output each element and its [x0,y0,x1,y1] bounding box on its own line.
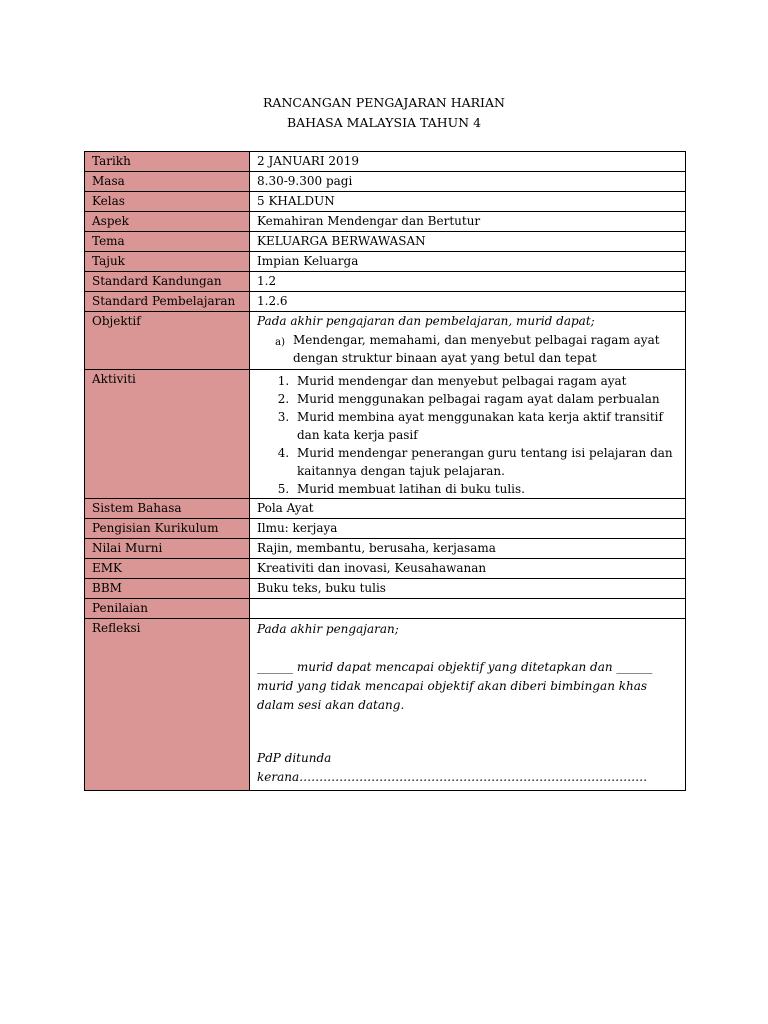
activity-item: 2. Murid menggunakan pelbagai ragam ayat dalam perbualan [293,390,678,408]
row-value: 5 KHALDUN [250,192,686,212]
table-row [85,499,686,519]
row-value: Kemahiran Mendengar dan Bertutur [250,212,686,232]
table-row [85,370,686,499]
document-subtitle: BAHASA MALAYSIA TAHUN 4 [286,115,482,130]
row-label: BBM [85,579,250,599]
table-row [85,579,686,599]
activity-item: 1. Murid mendengar dan menyebut pelbagai ragam ayat [293,372,678,390]
objective-marker: a) [275,337,285,348]
table-row [85,519,686,539]
reflection-cell [250,619,686,791]
row-value: Pola Ayat [250,499,686,519]
objective-text: Mendengar, memahami, dan menyebut pelbagai ragam ayat dengan struktur binaan ayat yang betul dan tepat [293,333,660,365]
table-row [85,312,686,370]
table-row [85,152,686,172]
row-label: Masa [85,172,250,192]
row-label: Tajuk [85,252,250,272]
row-label: Aspek [85,212,250,232]
row-label: EMK [85,559,250,579]
row-value: Buku teks, buku tulis [250,579,686,599]
activity-list [257,372,678,498]
table-row [85,272,686,292]
table-row [85,619,686,791]
row-value: Ilmu: kerjaya [250,519,686,539]
activity-item: 3. Murid membina ayat menggunakan kata kerja aktif transitif dan kata kerja pasif [293,408,678,444]
table-row [85,539,686,559]
table-row [85,559,686,579]
objective-intro: Pada akhir pengajaran dan pembelajaran, murid dapat; [257,314,595,328]
reflection-postpone: PdP ditunda kerana…………………………………………………………………………… [257,751,648,784]
row-label: Nilai Murni [85,539,250,559]
row-label: Kelas [85,192,250,212]
row-label: Pengisian Kurikulum [85,519,250,539]
table-row [85,599,686,619]
row-label: Objektif [85,312,250,370]
row-label: Sistem Bahasa [85,499,250,519]
reflection-intro: Pada akhir pengajaran; [257,622,399,636]
document-title: RANCANGAN PENGAJARAN HARIAN [263,95,505,110]
row-value: 8.30-9.300 pagi [250,172,686,192]
table-row [85,232,686,252]
table-row [85,252,686,272]
table-row [85,292,686,312]
objective-item [257,331,678,367]
row-label: Standard Pembelajaran [85,292,250,312]
row-value: 2 JANUARI 2019 [250,152,686,172]
row-label: Refleksi [85,619,250,791]
row-value: Rajin, membantu, berusaha, kerjasama [250,539,686,559]
activity-item: 4. Murid mendengar penerangan guru tentang isi pelajaran dan kaitannya dengan tajuk pelajaran. [293,444,678,480]
row-value: 1.2 [250,272,686,292]
reflection-text: ______ murid dapat mencapai objektif yang ditetapkan dan ______ murid yang tidak mencapai objektif akan diberi bimbingan khas dalam sesi akan datang. [257,660,653,712]
lesson-plan-table [84,151,686,791]
activity-cell [250,370,686,499]
row-value: Kreativiti dan inovasi, Keusahawanan [250,559,686,579]
row-label: Tarikh [85,152,250,172]
objective-cell [250,312,686,370]
row-value: Impian Keluarga [250,252,686,272]
row-value: KELUARGA BERWAWASAN [250,232,686,252]
row-value [250,599,686,619]
row-label: Penilaian [85,599,250,619]
table-row [85,192,686,212]
row-label: Standard Kandungan [85,272,250,292]
table-row [85,172,686,192]
row-label: Aktiviti [85,370,250,499]
activity-item: 5. Murid membuat latihan di buku tulis. [293,480,678,498]
table-row [85,212,686,232]
row-label: Tema [85,232,250,252]
row-value: 1.2.6 [250,292,686,312]
